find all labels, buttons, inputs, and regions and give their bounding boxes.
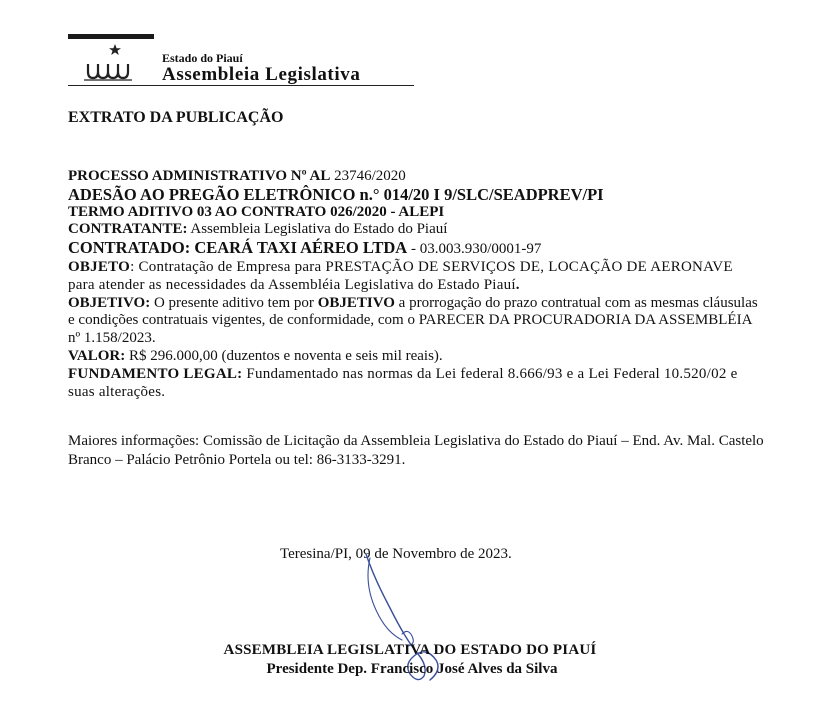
objetivo-line <box>68 295 758 348</box>
letterhead-bar <box>68 34 154 39</box>
valor-label: VALOR: <box>68 347 126 364</box>
contratante-value: Assembleia Legislativa do Estado do Piauí <box>187 221 448 238</box>
signature-block <box>0 641 820 679</box>
processo-value: 23746/2020 <box>330 168 406 184</box>
objetivo-label: OBJETIVO: <box>68 294 151 311</box>
fundamento-line <box>68 366 758 402</box>
issue-date: Teresina/PI, 09 de Novembro de 2023. <box>280 546 512 562</box>
objeto-end: . <box>515 276 520 293</box>
objetivo-text-1: O presente aditivo tem por <box>150 294 318 311</box>
letterhead <box>68 34 414 90</box>
contact-info-text: Maiores informações: Comissão de Licitação da Assembleia Legislativa do Estado do Piauí – End. Av. Mal. Castelo Branco – Palácio Petrônio Portela ou tel: 86-3133-3291. <box>68 433 764 468</box>
contratado-line <box>68 239 758 259</box>
fundamento-label: FUNDAMENTO LEGAL: <box>68 365 243 382</box>
president-name: Presidente Dep. Francisco José Alves da Silva <box>266 661 558 677</box>
signatory-name: ASSEMBLEIA LEGISLATIVA DO ESTADO DO PIAUÍ <box>223 642 597 658</box>
contratante-line <box>68 221 758 239</box>
state-name: Estado do Piauí <box>162 51 243 65</box>
adesao-line: ADESÃO AO PREGÃO ELETRÔNICO n.° 014/20 I 9/SLC/SEADPREV/PI <box>68 184 604 204</box>
processo-label: PROCESSO ADMINISTRATIVO Nº AL <box>68 168 331 184</box>
termo-line: TERMO ADITIVO 03 AO CONTRATO 026/2020 - ALEPI <box>68 203 445 220</box>
assembly-logo-icon <box>82 42 138 82</box>
institution-name: Assembleia Legislativa <box>162 64 361 85</box>
contratante-label: CONTRATANTE: <box>68 221 188 238</box>
objetivo-text-2: a prorrogação do prazo contratual com as mesmas cláusulas e condições contratuais vigentes, de conformidade, com o PARECER DA PROCURADORIA DA ASSEMBLÉIA nº 1.158/2023. <box>68 294 758 347</box>
contact-info <box>68 432 768 470</box>
valor-line <box>68 348 758 366</box>
contratado-label: CONTRATADO: CEARÁ TAXI AÉREO LTDA <box>68 238 408 258</box>
valor-value: R$ 296.000,00 (duzentos e noventa e seis mil reais). <box>125 347 443 364</box>
document-body <box>68 168 758 401</box>
document-title: EXTRATO DA PUBLICAÇÃO <box>68 109 284 126</box>
contratado-value: - 03.003.930/0001-97 <box>407 241 542 258</box>
objeto-line <box>68 259 758 295</box>
objeto-value: : Contratação de Empresa para PRESTAÇÃO DE SERVIÇOS DE, LOCAÇÃO DE AERONAVE para atender as necessidades da Assembléia Legislativa do Estado Piauí <box>68 258 733 293</box>
processo-line <box>68 168 758 186</box>
fundamento-value: Fundamentado nas normas da Lei federal 8.666/93 e a Lei Federal 10.520/02 e suas alterações. <box>68 365 738 400</box>
objeto-label: OBJETO <box>68 258 131 275</box>
letterhead-rule <box>68 85 414 86</box>
objetivo-emphasis: OBJETIVO <box>317 294 395 311</box>
